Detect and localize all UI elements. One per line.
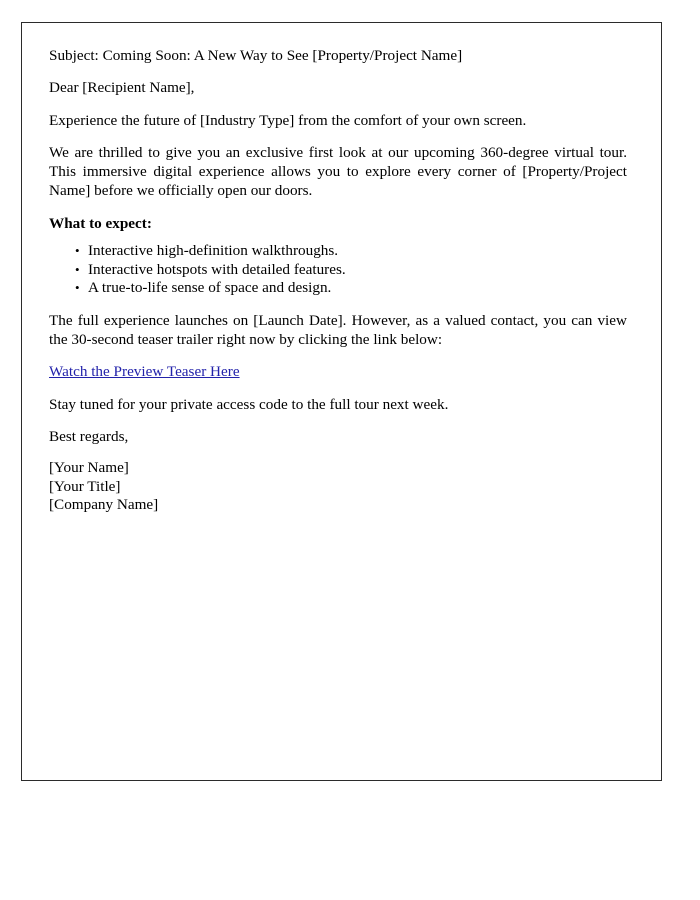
salutation: Dear [Recipient Name], <box>49 79 195 97</box>
body-paragraph: We are thrilled to give you an exclusive first look at our upcoming 360-degree virtual tour. This immersive digital experience allows you to explore every corner of [Property/Project Name] before we officially open our doors. <box>49 143 627 200</box>
signature-block <box>49 459 627 514</box>
document-page-border <box>21 22 662 781</box>
launch-paragraph: The full experience launches on [Launch Date]. However, as a valued contact, you can view the 30-second teaser trailer right now by clicking the link below: <box>49 311 627 349</box>
list-item: • Interactive hotspots with detailed features. <box>88 261 627 280</box>
sign-off: Best regards, <box>49 428 129 446</box>
what-to-expect-heading: What to expect: <box>49 214 152 232</box>
list-item: • A true-to-life sense of space and design. <box>88 279 627 298</box>
preview-teaser-link[interactable]: Watch the Preview Teaser Here <box>49 363 240 381</box>
letter-content <box>49 46 627 515</box>
subject-line: Subject: Coming Soon: A New Way to See [Property/Project Name] <box>49 47 463 64</box>
signature-name: [Your Name] <box>49 459 129 477</box>
link-paragraph <box>49 362 627 381</box>
closing-note: Stay tuned for your private access code to the full tour next week. <box>49 395 449 413</box>
intro-paragraph: Experience the future of [Industry Type] from the comfort of your own screen. <box>49 111 527 129</box>
expectations-list <box>49 242 627 298</box>
signature-title: [Your Title] <box>49 477 121 495</box>
signature-company: [Company Name] <box>49 496 159 514</box>
list-item: • Interactive high-definition walkthroughs. <box>88 242 627 261</box>
